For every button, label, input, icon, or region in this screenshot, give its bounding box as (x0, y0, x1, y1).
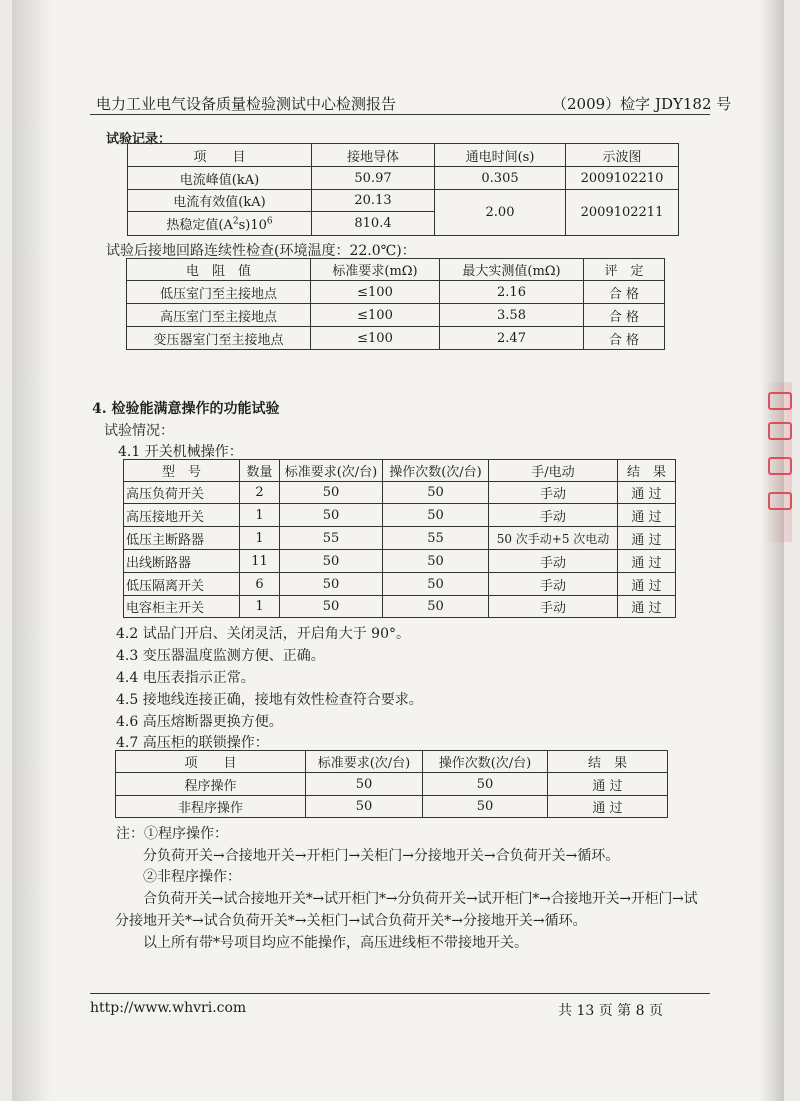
table-cell: 通 过 (618, 482, 676, 504)
table-cell: 电容柜主开关 (124, 596, 240, 618)
table-cell: 810.4 (312, 212, 435, 236)
red-seal-stamp (762, 382, 792, 542)
header-divider (90, 114, 710, 115)
table-row (124, 550, 676, 573)
continuity-title: 试验后接地回路连续性检查(环境温度：22.0℃)： (106, 243, 416, 259)
table-cell: 2009102210 (566, 167, 679, 190)
table-cell: 50 (383, 550, 489, 573)
table-cell: 通 过 (618, 573, 676, 596)
table-header: 手/电动 (489, 460, 618, 482)
page-shadow-right (760, 0, 784, 1101)
continuity-table (126, 258, 665, 350)
grounding-test-table (127, 143, 679, 236)
table-row (128, 167, 679, 190)
table-cell: 50 (280, 596, 383, 618)
table-row (124, 504, 676, 527)
table-row (124, 573, 676, 596)
table-cell: ≤100 (311, 304, 440, 327)
table-cell: 变压器室门至主接地点 (127, 327, 311, 350)
table-cell: 50 次手动+5 次电动 (489, 527, 618, 550)
table-header: 标准要求(mΩ) (311, 259, 440, 281)
test-situation-label: 试验情况： (104, 423, 174, 439)
table-cell: 20.13 (312, 190, 435, 212)
table-header: 项 目 (128, 144, 312, 167)
table-cell: 电流有效值(kA) (128, 190, 312, 212)
table-cell: 0.305 (435, 167, 566, 190)
record-label: 试验记录： (106, 132, 172, 147)
cell-text: 热稳定值(A (166, 218, 233, 233)
table-header: 标准要求(次/台) (306, 751, 423, 773)
table-cell: 2.47 (440, 327, 584, 350)
table-cell: 50 (306, 796, 423, 818)
table-row (116, 773, 668, 796)
table-row (124, 482, 676, 504)
table-header: 评 定 (584, 259, 665, 281)
table-header: 标准要求(次/台) (280, 460, 383, 482)
table-cell: 50 (280, 550, 383, 573)
table-cell: 手动 (489, 596, 618, 618)
remark-1: 注：①程序操作： (116, 826, 228, 842)
table-header: 示波图 (566, 144, 679, 167)
table-cell: 通 过 (548, 796, 668, 818)
note-4-4: 4.4 电压表指示正常。 (116, 670, 255, 686)
interlock-table (115, 750, 668, 818)
table-row (127, 327, 665, 350)
footer-divider (90, 993, 710, 994)
table-cell: 通 过 (618, 527, 676, 550)
table-cell: 通 过 (618, 596, 676, 618)
table-cell: 手动 (489, 550, 618, 573)
table-cell: 合 格 (584, 327, 665, 350)
report-header-title: 电力工业电气设备质量检验测试中心检测报告 (96, 95, 397, 113)
note-4-5: 4.5 接地线连接正确，接地有效性检查符合要求。 (116, 692, 423, 708)
table-header: 最大实测值(mΩ) (440, 259, 584, 281)
table-cell: 手动 (489, 482, 618, 504)
table-header: 数量 (240, 460, 280, 482)
table-cell: 1 (240, 596, 280, 618)
table-cell: 2.00 (435, 190, 566, 236)
table-cell: 50 (383, 504, 489, 527)
note-4-6: 4.6 高压熔断器更换方便。 (116, 714, 283, 730)
table-header: 结 果 (548, 751, 668, 773)
table-cell: 通 过 (618, 550, 676, 573)
table-cell (128, 212, 312, 236)
note-4-7: 4.7 高压柜的联锁操作： (116, 735, 269, 751)
note-4-3: 4.3 变压器温度监测方便、正确。 (116, 648, 325, 664)
table-header: 接地导体 (312, 144, 435, 167)
table-cell: 55 (280, 527, 383, 550)
footer-url: http://www.whvri.com (90, 1000, 247, 1016)
page-shadow-left (12, 0, 52, 1101)
remark-4: 合负荷开关→试合接地开关*→试开柜门*→分负荷开关→试开柜门*→合接地开关→开柜门→试 (143, 891, 698, 907)
remark-6: 以上所有带*号项目均应不能操作，高压进线柜不带接地开关。 (143, 935, 528, 951)
table-header: 电 阻 值 (127, 259, 311, 281)
section-4-title: 4. 检验能满意操作的功能试验 (92, 401, 280, 417)
table-cell: 6 (240, 573, 280, 596)
table-cell: 2 (240, 482, 280, 504)
table-cell: 手动 (489, 573, 618, 596)
cell-superscript: 2 (232, 216, 239, 227)
footer-page-number: 共 13 页 第 8 页 (558, 1003, 663, 1019)
table-cell: 高压负荷开关 (124, 482, 240, 504)
table-cell: 电流峰值(kA) (128, 167, 312, 190)
table-cell: 11 (240, 550, 280, 573)
table-cell: 50 (306, 773, 423, 796)
remark-2: 分负荷开关→合接地开关→开柜门→关柜门→分接地开关→合负荷开关→循环。 (143, 848, 620, 864)
table-cell: 合 格 (584, 304, 665, 327)
switch-operation-table (123, 459, 676, 618)
table-cell: 程序操作 (116, 773, 306, 796)
table-row (124, 596, 676, 618)
section-4-1-label: 4.1 开关机械操作： (118, 444, 243, 460)
table-cell: 50 (383, 573, 489, 596)
table-cell: 手动 (489, 504, 618, 527)
note-4-2: 4.2 试品门开启、关闭灵活，开启角大于 90°。 (116, 626, 410, 642)
table-header: 操作次数(次/台) (383, 460, 489, 482)
table-cell: 通 过 (618, 504, 676, 527)
table-row (124, 527, 676, 550)
table-cell: 通 过 (548, 773, 668, 796)
table-header: 操作次数(次/台) (423, 751, 548, 773)
table-cell: 3.58 (440, 304, 584, 327)
table-cell: 出线断路器 (124, 550, 240, 573)
table-cell: 50 (383, 596, 489, 618)
remark-3: ②非程序操作： (143, 869, 241, 885)
table-cell: 50.97 (312, 167, 435, 190)
table-header: 结 果 (618, 460, 676, 482)
table-cell: 低压主断路器 (124, 527, 240, 550)
remark-5: 分接地开关*→试合负荷开关*→关柜门→试合负荷开关*→分接地开关→循环。 (115, 913, 587, 929)
table-cell: 2.16 (440, 281, 584, 304)
cell-superscript: 6 (266, 216, 273, 227)
table-cell: 55 (383, 527, 489, 550)
table-cell: 2009102211 (566, 190, 679, 236)
table-header: 项 目 (116, 751, 306, 773)
table-cell: ≤100 (311, 281, 440, 304)
table-row (127, 281, 665, 304)
table-cell: 50 (423, 773, 548, 796)
table-cell: 50 (423, 796, 548, 818)
table-cell: 50 (280, 482, 383, 504)
table-row (128, 190, 679, 212)
table-cell: 50 (383, 482, 489, 504)
table-header: 型 号 (124, 460, 240, 482)
table-cell: 高压室门至主接地点 (127, 304, 311, 327)
table-cell: 1 (240, 504, 280, 527)
table-row (116, 796, 668, 818)
table-cell: ≤100 (311, 327, 440, 350)
table-cell: 50 (280, 573, 383, 596)
table-cell: 低压室门至主接地点 (127, 281, 311, 304)
table-cell: 高压接地开关 (124, 504, 240, 527)
table-cell: 低压隔离开关 (124, 573, 240, 596)
table-row (127, 304, 665, 327)
table-cell: 1 (240, 527, 280, 550)
table-header: 通电时间(s) (435, 144, 566, 167)
report-number: （2009）检字 JDY182 号 (552, 95, 732, 113)
table-cell: 合 格 (584, 281, 665, 304)
table-cell: 非程序操作 (116, 796, 306, 818)
cell-text: s)10 (238, 218, 267, 233)
table-cell: 50 (280, 504, 383, 527)
